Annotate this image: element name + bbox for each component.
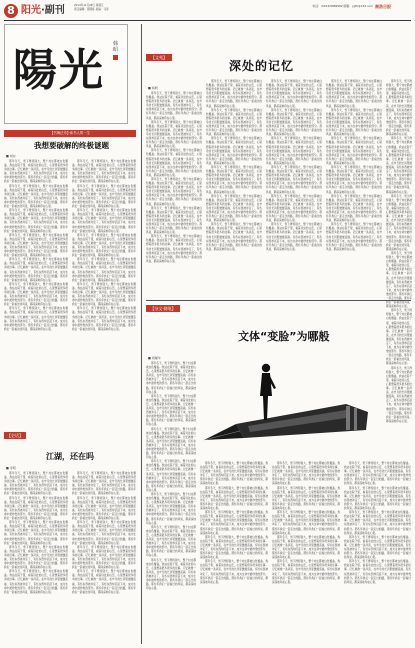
page-number: 8	[7, 4, 15, 17]
face-col-2: 那年冬天，雪下得特别大，整个村庄都被白色覆盖。我站在院子里，看着远处的山峦，心里想着很多很多的往事。记忆就像一条河流，在岁月的长河里缓缓流淌，有些东西被冲走了，有些东西却沉淀下来，成为生命中最珍贵的部分。那些年我们一起走过的路，那些年我们一起看过的风景，都深深地印在心里。 那年冬天，雪下得特别大，整个村庄都被白色覆盖。我站在院子里，看着远处的山峦，心里想着很多很多的往事。记忆就像一条河流，在岁月的长河里缓缓流淌，有些东西被冲走了，有些东西却沉淀下来，成为生命中最珍贵的部分。那些年我们一起走过的路，那些年我们一起看过的风景，都深深地印在心里。 那年冬天，雪下得特别大，整个村庄都被白色覆盖。我站在院子里，看着远处的山峦，心里想着很多很多的往事。记忆就像一条河流，在岁月的长河里缓缓流淌，有些东西被冲走了，有些东西却沉淀下来，成为生命中最珍贵的部分。那些年我们一起走过的路，那些年我们一起看过的风景，都深深地印在心里。 那年冬天，雪下得特别大，整个村庄都被白色覆盖。我站在院子里，看着远处的山峦，心里想着很多很多的往事。记忆就像一条河流，在岁月的长河里缓缓流淌，有些东西被冲走了，有些东西却沉淀下来，成为生命中最珍贵的部分。那些年我们一起走过的路，那些年我们一起看过的风景，都深深地印在心里。 那年冬天，雪下得特别大，整个村庄都被白色覆盖。我站在院子里，看着远处的山峦，心里想着很多很多的往事。记忆就像一条河流，在岁月的长河里缓缓流淌，有些东西被冲走了，有些东西却沉淀下来，成为生命中最珍贵的部分。那些年我们一起走过的路，那些年我们一起看过的风景，都深深地印在心里。	[200, 462, 268, 584]
crack-col-1: 那年冬天，雪下得特别大，整个村庄都被白色覆盖。我站在院子里，看着远处的山峦，心里想着很多很多的往事。记忆就像一条河流，在岁月的长河里缓缓流淌，有些东西被冲走了，有些东西却沉淀下来，成为生命中最珍贵的部分。那些年我们一起走过的路，那些年我们一起看过的风景，都深深地印在心里。 那年冬天，雪下得特别大，整个村庄都被白色覆盖。我站在院子里，看着远处的山峦，心里想着很多很多的往事。记忆就像一条河流，在岁月的长河里缓缓流淌，有些东西被冲走了，有些东西却沉淀下来，成为生命中最珍贵的部分。那些年我们一起走过的路，那些年我们一起看过的风景，都深深地印在心里。 那年冬天，雪下得特别大，整个村庄都被白色覆盖。我站在院子里，看着远处的山峦，心里想着很多很多的往事。记忆就像一条河流，在岁月的长河里缓缓流淌，有些东西被冲走了，有些东西却沉淀下来，成为生命中最珍贵的部分。那些年我们一起走过的路，那些年我们一起看过的风景，都深深地印在心里。 那年冬天，雪下得特别大，整个村庄都被白色覆盖。我站在院子里，看着远处的山峦，心里想着很多很多的往事。记忆就像一条河流，在岁月的长河里缓缓流淌，有些东西被冲走了，有些东西却沉淀下来，成为生命中最珍贵的部分。那些年我们一起走过的路，那些年我们一起看过的风景，都深深地印在心里。 那年冬天，雪下得特别大，整个村庄都被白色覆盖。我站在院子里，看着远处的山峦，心里想着很多很多的往事。记忆就像一条河流，在岁月的长河里缓缓流淌，有些东西被冲走了，有些东西却沉淀下来，成为生命中最珍贵的部分。那些年我们一起走过的路，那些年我们一起看过的风景，都深深地印在心里。 那年冬天，雪下得特别大，整个村庄都被白色覆盖。我站在院子里，看着远处的山峦，心里想着很多很多的往事。记忆就像一条河流，在岁月的长河里缓缓流淌，有些东西被冲走了，有些东西却沉淀下来，成为生命中最珍贵的部分。那些年我们一起走过的路，那些年我们一起看过的风景，都深深地印在心里。 那年冬天，雪下得特别大，整个村庄都被白色覆盖。我站在院子里，看着远处的山峦，心里想着很多很多的往事。记忆就像一条河流，在岁月的长河里缓缓流淌，有些东西被冲走了，有些东西却沉淀下来，成为生命中最珍贵的部分。那些年我们一起走过的路，那些年我们一起看过的风景，都深深地印在心里。	[4, 160, 68, 331]
pen-nib-icon	[196, 354, 376, 458]
face-col-4: 那年冬天，雪下得特别大，整个村庄都被白色覆盖。我站在院子里，看着远处的山峦，心里想着很多很多的往事。记忆就像一条河流，在岁月的长河里缓缓流淌，有些东西被冲走了，有些东西却沉淀下来，成为生命中最珍贵的部分。那些年我们一起走过的路，那些年我们一起看过的风景，都深深地印在心里。 那年冬天，雪下得特别大，整个村庄都被白色覆盖。我站在院子里，看着远处的山峦，心里想着很多很多的往事。记忆就像一条河流，在岁月的长河里缓缓流淌，有些东西被冲走了，有些东西却沉淀下来，成为生命中最珍贵的部分。那些年我们一起走过的路，那些年我们一起看过的风景，都深深地印在心里。 那年冬天，雪下得特别大，整个村庄都被白色覆盖。我站在院子里，看着远处的山峦，心里想着很多很多的往事。记忆就像一条河流，在岁月的长河里缓缓流淌，有些东西被冲走了，有些东西却沉淀下来，成为生命中最珍贵的部分。那些年我们一起走过的路，那些年我们一起看过的风景，都深深地印在心里。 那年冬天，雪下得特别大，整个村庄都被白色覆盖。我站在院子里，看着远处的山峦，心里想着很多很多的往事。记忆就像一条河流，在岁月的长河里缓缓流淌，有些东西被冲走了，有些东西却沉淀下来，成为生命中最珍贵的部分。那些年我们一起走过的路，那些年我们一起看过的风景，都深深地印在心里。 那年冬天，雪下得特别大，整个村庄都被白色覆盖。我站在院子里，看着远处的山峦，心里想着很多很多的往事。记忆就像一条河流，在岁月的长河里缓缓流淌，有些东西被冲走了，有些东西却沉淀下来，成为生命中最珍贵的部分。那些年我们一起走过的路，那些年我们一起看过的风景，都深深地印在心里。	[344, 462, 411, 584]
tag-right-mid: 【杂文·随笔】	[146, 305, 180, 312]
pen-illustration	[196, 354, 376, 458]
contact-line: 电话：(0914)6889962 邮箱：ygfk@163.com	[312, 4, 373, 8]
face-col-3: 那年冬天，雪下得特别大，整个村庄都被白色覆盖。我站在院子里，看着远处的山峦，心里想着很多很多的往事。记忆就像一条河流，在岁月的长河里缓缓流淌，有些东西被冲走了，有些东西却沉淀下来，成为生命中最珍贵的部分。那些年我们一起走过的路，那些年我们一起看过的风景，都深深地印在心里。 那年冬天，雪下得特别大，整个村庄都被白色覆盖。我站在院子里，看着远处的山峦，心里想着很多很多的往事。记忆就像一条河流，在岁月的长河里缓缓流淌，有些东西被冲走了，有些东西却沉淀下来，成为生命中最珍贵的部分。那些年我们一起走过的路，那些年我们一起看过的风景，都深深地印在心里。 那年冬天，雪下得特别大，整个村庄都被白色覆盖。我站在院子里，看着远处的山峦，心里想着很多很多的往事。记忆就像一条河流，在岁月的长河里缓缓流淌，有些东西被冲走了，有些东西却沉淀下来，成为生命中最珍贵的部分。那些年我们一起走过的路，那些年我们一起看过的风景，都深深地印在心里。 那年冬天，雪下得特别大，整个村庄都被白色覆盖。我站在院子里，看着远处的山峦，心里想着很多很多的往事。记忆就像一条河流，在岁月的长河里缓缓流淌，有些东西被冲走了，有些东西却沉淀下来，成为生命中最珍贵的部分。那些年我们一起走过的路，那些年我们一起看过的风景，都深深地印在心里。 那年冬天，雪下得特别大，整个村庄都被白色覆盖。我站在院子里，看着远处的山峦，心里想着很多很多的往事。记忆就像一条河流，在岁月的长河里缓缓流淌，有些东西被冲走了，有些东西却沉淀下来，成为生命中最珍贵的部分。那些年我们一起走过的路，那些年我们一起看过的风景，都深深地印在心里。	[272, 462, 340, 584]
face-col-1: 那年冬天，雪下得特别大，整个村庄都被白色覆盖。我站在院子里，看着远处的山峦，心里想着很多很多的往事。记忆就像一条河流，在岁月的长河里缓缓流淌，有些东西被冲走了，有些东西却沉淀下来，成为生命中最珍贵的部分。那些年我们一起走过的路，那些年我们一起看过的风景，都深深地印在心里。 那年冬天，雪下得特别大，整个村庄都被白色覆盖。我站在院子里，看着远处的山峦，心里想着很多很多的往事。记忆就像一条河流，在岁月的长河里缓缓流淌，有些东西被冲走了，有些东西却沉淀下来，成为生命中最珍贵的部分。那些年我们一起走过的路，那些年我们一起看过的风景，都深深地印在心里。 那年冬天，雪下得特别大，整个村庄都被白色覆盖。我站在院子里，看着远处的山峦，心里想着很多很多的往事。记忆就像一条河流，在岁月的长河里缓缓流淌，有些东西被冲走了，有些东西却沉淀下来，成为生命中最珍贵的部分。那些年我们一起走过的路，那些年我们一起看过的风景，都深深地印在心里。 那年冬天，雪下得特别大，整个村庄都被白色覆盖。我站在院子里，看着远处的山峦，心里想着很多很多的往事。记忆就像一条河流，在岁月的长河里缓缓流淌，有些东西被冲走了，有些东西却沉淀下来，成为生命中最珍贵的部分。那些年我们一起走过的路，那些年我们一起看过的风景，都深深地印在心里。 那年冬天，雪下得特别大，整个村庄都被白色覆盖。我站在院子里，看着远处的山峦，心里想着很多很多的往事。记忆就像一条河流，在岁月的长河里缓缓流淌，有些东西被冲走了，有些东西却沉淀下来，成为生命中最珍贵的部分。那些年我们一起走过的路，那些年我们一起看过的风景，都深深地印在心里。 那年冬天，雪下得特别大，整个村庄都被白色覆盖。我站在院子里，看着远处的山峦，心里想着很多很多的往事。记忆就像一条河流，在岁月的长河里缓缓流淌，有些东西被冲走了，有些东西却沉淀下来，成为生命中最珍贵的部分。那些年我们一起走过的路，那些年我们一起看过的风景，都深深地印在心里。 那年冬天，雪下得特别大，整个村庄都被白色覆盖。我站在院子里，看着远处的山峦，心里想着很多很多的往事。记忆就像一条河流，在岁月的长河里缓缓流淌，有些东西被冲走了，有些东西却沉淀下来，成为生命中最珍贵的部分。那些年我们一起走过的路，那些年我们一起看过的风景，都深深地印在心里。	[146, 362, 196, 591]
memory-col-5: 那年冬天，雪下得特别大，整个村庄都被白色覆盖。我站在院子里，看着远处的山峦，心里想着很多很多的往事。记忆就像一条河流，在岁月的长河里缓缓流淌，有些东西被冲走了，有些东西却沉淀下来，成为生命中最珍贵的部分。那些年我们一起走过的路，那些年我们一起看过的风景，都深深地印在心里。 那年冬天，雪下得特别大，整个村庄都被白色覆盖。我站在院子里，看着远处的山峦，心里想着很多很多的往事。记忆就像一条河流，在岁月的长河里缓缓流淌，有些东西被冲走了，有些东西却沉淀下来，成为生命中最珍贵的部分。那些年我们一起走过的路，那些年我们一起看过的风景，都深深地印在心里。 那年冬天，雪下得特别大，整个村庄都被白色覆盖。我站在院子里，看着远处的山峦，心里想着很多很多的往事。记忆就像一条河流，在岁月的长河里缓缓流淌，有些东西被冲走了，有些东西却沉淀下来，成为生命中最珍贵的部分。那些年我们一起走过的路，那些年我们一起看过的风景，都深深地印在心里。 那年冬天，雪下得特别大，整个村庄都被白色覆盖。我站在院子里，看着远处的山峦，心里想着很多很多的往事。记忆就像一条河流，在岁月的长河里缓缓流淌，有些东西被冲走了，有些东西却沉淀下来，成为生命中最珍贵的部分。那些年我们一起走过的路，那些年我们一起看过的风景，都深深地印在心里。 那年冬天，雪下得特别大，整个村庄都被白色覆盖。我站在院子里，看着远处的山峦，心里想着很多很多的往事。记忆就像一条河流，在岁月的长河里缓缓流淌，有些东西被冲走了，有些东西却沉淀下来，成为生命中最珍贵的部分。那些年我们一起走过的路，那些年我们一起看过的风景，都深深地印在心里。 那年冬天，雪下得特别大，整个村庄都被白色覆盖。我站在院子里，看着远处的山峦，心里想着很多很多的往事。记忆就像一条河流，在岁月的长河里缓缓流淌，有些东西被冲走了，有些东西却沉淀下来，成为生命中最珍贵的部分。那些年我们一起走过的路，那些年我们一起看过的风景，都深深地印在心里。	[386, 80, 412, 423]
signature: 韩昭	[113, 41, 119, 53]
face-title: 文体“变脸”为哪般	[238, 330, 330, 343]
face-author: ■ 胡耀华	[148, 356, 161, 360]
masthead-rule	[4, 20, 411, 21]
newspaper-name: 商洛日报	[375, 4, 391, 9]
jiang-title: 江湖，还在吗	[46, 452, 94, 461]
crack-author: ■ 刘东	[6, 154, 16, 158]
jiang-col-2: 那年冬天，雪下得特别大，整个村庄都被白色覆盖。我站在院子里，看着远处的山峦，心里想着很多很多的往事。记忆就像一条河流，在岁月的长河里缓缓流淌，有些东西被冲走了，有些东西却沉淀下来，成为生命中最珍贵的部分。那些年我们一起走过的路，那些年我们一起看过的风景，都深深地印在心里。 那年冬天，雪下得特别大，整个村庄都被白色覆盖。我站在院子里，看着远处的山峦，心里想着很多很多的往事。记忆就像一条河流，在岁月的长河里缓缓流淌，有些东西被冲走了，有些东西却沉淀下来，成为生命中最珍贵的部分。那些年我们一起走过的路，那些年我们一起看过的风景，都深深地印在心里。 那年冬天，雪下得特别大，整个村庄都被白色覆盖。我站在院子里，看着远处的山峦，心里想着很多很多的往事。记忆就像一条河流，在岁月的长河里缓缓流淌，有些东西被冲走了，有些东西却沉淀下来，成为生命中最珍贵的部分。那些年我们一起走过的路，那些年我们一起看过的风景，都深深地印在心里。 那年冬天，雪下得特别大，整个村庄都被白色覆盖。我站在院子里，看着远处的山峦，心里想着很多很多的往事。记忆就像一条河流，在岁月的长河里缓缓流淌，有些东西被冲走了，有些东西却沉淀下来，成为生命中最珍贵的部分。那些年我们一起走过的路，那些年我们一起看过的风景，都深深地印在心里。 那年冬天，雪下得特别大，整个村庄都被白色覆盖。我站在院子里，看着远处的山峦，心里想着很多很多的往事。记忆就像一条河流，在岁月的长河里缓缓流淌，有些东西被冲走了，有些东西却沉淀下来，成为生命中最珍贵的部分。那些年我们一起走过的路，那些年我们一起看过的风景，都深深地印在心里。	[72, 472, 136, 594]
memory-title: 深处的记忆	[229, 59, 295, 73]
tag-left-bottom: 【史话】	[4, 432, 26, 439]
page-number-badge	[4, 4, 18, 18]
seal-stamp	[113, 55, 118, 60]
memory-author: ■ 杨帆	[148, 86, 158, 90]
editor-line: 责任编辑：郝国栋 美编：马涛	[74, 8, 109, 11]
section-name: 阳光·副刊	[21, 5, 65, 16]
jiang-author: ■ 李明	[6, 466, 16, 470]
section-divider	[146, 300, 411, 301]
date-line: 2014年11月28日 星期五	[74, 4, 104, 7]
column-divider	[141, 24, 142, 644]
jiang-col-1: 那年冬天，雪下得特别大，整个村庄都被白色覆盖。我站在院子里，看着远处的山峦，心里想着很多很多的往事。记忆就像一条河流，在岁月的长河里缓缓流淌，有些东西被冲走了，有些东西却沉淀下来，成为生命中最珍贵的部分。那些年我们一起走过的路，那些年我们一起看过的风景，都深深地印在心里。 那年冬天，雪下得特别大，整个村庄都被白色覆盖。我站在院子里，看着远处的山峦，心里想着很多很多的往事。记忆就像一条河流，在岁月的长河里缓缓流淌，有些东西被冲走了，有些东西却沉淀下来，成为生命中最珍贵的部分。那些年我们一起走过的路，那些年我们一起看过的风景，都深深地印在心里。 那年冬天，雪下得特别大，整个村庄都被白色覆盖。我站在院子里，看着远处的山峦，心里想着很多很多的往事。记忆就像一条河流，在岁月的长河里缓缓流淌，有些东西被冲走了，有些东西却沉淀下来，成为生命中最珍贵的部分。那些年我们一起走过的路，那些年我们一起看过的风景，都深深地印在心里。 那年冬天，雪下得特别大，整个村庄都被白色覆盖。我站在院子里，看着远处的山峦，心里想着很多很多的往事。记忆就像一条河流，在岁月的长河里缓缓流淌，有些东西被冲走了，有些东西却沉淀下来，成为生命中最珍贵的部分。那些年我们一起走过的路，那些年我们一起看过的风景，都深深地印在心里。 那年冬天，雪下得特别大，整个村庄都被白色覆盖。我站在院子里，看着远处的山峦，心里想着很多很多的往事。记忆就像一条河流，在岁月的长河里缓缓流淌，有些东西被冲走了，有些东西却沉淀下来，成为生命中最珍贵的部分。那些年我们一起走过的路，那些年我们一起看过的风景，都深深地印在心里。	[4, 472, 68, 594]
memory-col-1: 那年冬天，雪下得特别大，整个村庄都被白色覆盖。我站在院子里，看着远处的山峦，心里想着很多很多的往事。记忆就像一条河流，在岁月的长河里缓缓流淌，有些东西被冲走了，有些东西却沉淀下来，成为生命中最珍贵的部分。那些年我们一起走过的路，那些年我们一起看过的风景，都深深地印在心里。 那年冬天，雪下得特别大，整个村庄都被白色覆盖。我站在院子里，看着远处的山峦，心里想着很多很多的往事。记忆就像一条河流，在岁月的长河里缓缓流淌，有些东西被冲走了，有些东西却沉淀下来，成为生命中最珍贵的部分。那些年我们一起走过的路，那些年我们一起看过的风景，都深深地印在心里。 那年冬天，雪下得特别大，整个村庄都被白色覆盖。我站在院子里，看着远处的山峦，心里想着很多很多的往事。记忆就像一条河流，在岁月的长河里缓缓流淌，有些东西被冲走了，有些东西却沉淀下来，成为生命中最珍贵的部分。那些年我们一起走过的路，那些年我们一起看过的风景，都深深地印在心里。 那年冬天，雪下得特别大，整个村庄都被白色覆盖。我站在院子里，看着远处的山峦，心里想着很多很多的往事。记忆就像一条河流，在岁月的长河里缓缓流淌，有些东西被冲走了，有些东西却沉淀下来，成为生命中最珍贵的部分。那些年我们一起走过的路，那些年我们一起看过的风景，都深深地印在心里。 那年冬天，雪下得特别大，整个村庄都被白色覆盖。我站在院子里，看着远处的山峦，心里想着很多很多的往事。记忆就像一条河流，在岁月的长河里缓缓流淌，有些东西被冲走了，有些东西却沉淀下来，成为生命中最珍贵的部分。那些年我们一起走过的路，那些年我们一起看过的风景，都深深地印在心里。 那年冬天，雪下得特别大，整个村庄都被白色覆盖。我站在院子里，看着远处的山峦，心里想着很多很多的往事。记忆就像一条河流，在岁月的长河里缓缓流淌，有些东西被冲走了，有些东西却沉淀下来，成为生命中最珍贵的部分。那些年我们一起走过的路，那些年我们一起看过的风景，都深深地印在心里。	[146, 92, 202, 263]
calligraphy-logo	[4, 24, 128, 124]
calligraphy-text: 陽光	[13, 45, 105, 96]
memory-col-2: 那年冬天，雪下得特别大，整个村庄都被白色覆盖。我站在院子里，看着远处的山峦，心里想着很多很多的往事。记忆就像一条河流，在岁月的长河里缓缓流淌，有些东西被冲走了，有些东西却沉淀下来，成为生命中最珍贵的部分。那些年我们一起走过的路，那些年我们一起看过的风景，都深深地印在心里。 那年冬天，雪下得特别大，整个村庄都被白色覆盖。我站在院子里，看着远处的山峦，心里想着很多很多的往事。记忆就像一条河流，在岁月的长河里缓缓流淌，有些东西被冲走了，有些东西却沉淀下来，成为生命中最珍贵的部分。那些年我们一起走过的路，那些年我们一起看过的风景，都深深地印在心里。 那年冬天，雪下得特别大，整个村庄都被白色覆盖。我站在院子里，看着远处的山峦，心里想着很多很多的往事。记忆就像一条河流，在岁月的长河里缓缓流淌，有些东西被冲走了，有些东西却沉淀下来，成为生命中最珍贵的部分。那些年我们一起走过的路，那些年我们一起看过的风景，都深深地印在心里。 那年冬天，雪下得特别大，整个村庄都被白色覆盖。我站在院子里，看着远处的山峦，心里想着很多很多的往事。记忆就像一条河流，在岁月的长河里缓缓流淌，有些东西被冲走了，有些东西却沉淀下来，成为生命中最珍贵的部分。那些年我们一起走过的路，那些年我们一起看过的风景，都深深地印在心里。 那年冬天，雪下得特别大，整个村庄都被白色覆盖。我站在院子里，看着远处的山峦，心里想着很多很多的往事。记忆就像一条河流，在岁月的长河里缓缓流淌，有些东西被冲走了，有些东西却沉淀下来，成为生命中最珍贵的部分。那些年我们一起走过的路，那些年我们一起看过的风景，都深深地印在心里。 那年冬天，雪下得特别大，整个村庄都被白色覆盖。我站在院子里，看着远处的山峦，心里想着很多很多的往事。记忆就像一条河流，在岁月的长河里缓缓流淌，有些东西被冲走了，有些东西却沉淀下来，成为生命中最珍贵的部分。那些年我们一起走过的路，那些年我们一起看过的风景，都深深地印在心里。	[206, 80, 262, 251]
crack-col-2: 那年冬天，雪下得特别大，整个村庄都被白色覆盖。我站在院子里，看着远处的山峦，心里想着很多很多的往事。记忆就像一条河流，在岁月的长河里缓缓流淌，有些东西被冲走了，有些东西却沉淀下来，成为生命中最珍贵的部分。那些年我们一起走过的路，那些年我们一起看过的风景，都深深地印在心里。 那年冬天，雪下得特别大，整个村庄都被白色覆盖。我站在院子里，看着远处的山峦，心里想着很多很多的往事。记忆就像一条河流，在岁月的长河里缓缓流淌，有些东西被冲走了，有些东西却沉淀下来，成为生命中最珍贵的部分。那些年我们一起走过的路，那些年我们一起看过的风景，都深深地印在心里。 那年冬天，雪下得特别大，整个村庄都被白色覆盖。我站在院子里，看着远处的山峦，心里想着很多很多的往事。记忆就像一条河流，在岁月的长河里缓缓流淌，有些东西被冲走了，有些东西却沉淀下来，成为生命中最珍贵的部分。那些年我们一起走过的路，那些年我们一起看过的风景，都深深地印在心里。 那年冬天，雪下得特别大，整个村庄都被白色覆盖。我站在院子里，看着远处的山峦，心里想着很多很多的往事。记忆就像一条河流，在岁月的长河里缓缓流淌，有些东西被冲走了，有些东西却沉淀下来，成为生命中最珍贵的部分。那些年我们一起走过的路，那些年我们一起看过的风景，都深深地印在心里。 那年冬天，雪下得特别大，整个村庄都被白色覆盖。我站在院子里，看着远处的山峦，心里想着很多很多的往事。记忆就像一条河流，在岁月的长河里缓缓流淌，有些东西被冲走了，有些东西却沉淀下来，成为生命中最珍贵的部分。那些年我们一起走过的路，那些年我们一起看过的风景，都深深地印在心里。 那年冬天，雪下得特别大，整个村庄都被白色覆盖。我站在院子里，看着远处的山峦，心里想着很多很多的往事。记忆就像一条河流，在岁月的长河里缓缓流淌，有些东西被冲走了，有些东西却沉淀下来，成为生命中最珍贵的部分。那些年我们一起走过的路，那些年我们一起看过的风景，都深深地印在心里。 那年冬天，雪下得特别大，整个村庄都被白色覆盖。我站在院子里，看着远处的山峦，心里想着很多很多的往事。记忆就像一条河流，在岁月的长河里缓缓流淌，有些东西被冲走了，有些东西却沉淀下来，成为生命中最珍贵的部分。那些年我们一起走过的路，那些年我们一起看过的风景，都深深地印在心里。	[72, 160, 136, 331]
crack-title: 我想要破解的终极谜题	[34, 141, 109, 150]
memory-col-3: 那年冬天，雪下得特别大，整个村庄都被白色覆盖。我站在院子里，看着远处的山峦，心里想着很多很多的往事。记忆就像一条河流，在岁月的长河里缓缓流淌，有些东西被冲走了，有些东西却沉淀下来，成为生命中最珍贵的部分。那些年我们一起走过的路，那些年我们一起看过的风景，都深深地印在心里。 那年冬天，雪下得特别大，整个村庄都被白色覆盖。我站在院子里，看着远处的山峦，心里想着很多很多的往事。记忆就像一条河流，在岁月的长河里缓缓流淌，有些东西被冲走了，有些东西却沉淀下来，成为生命中最珍贵的部分。那些年我们一起走过的路，那些年我们一起看过的风景，都深深地印在心里。 那年冬天，雪下得特别大，整个村庄都被白色覆盖。我站在院子里，看着远处的山峦，心里想着很多很多的往事。记忆就像一条河流，在岁月的长河里缓缓流淌，有些东西被冲走了，有些东西却沉淀下来，成为生命中最珍贵的部分。那些年我们一起走过的路，那些年我们一起看过的风景，都深深地印在心里。 那年冬天，雪下得特别大，整个村庄都被白色覆盖。我站在院子里，看着远处的山峦，心里想着很多很多的往事。记忆就像一条河流，在岁月的长河里缓缓流淌，有些东西被冲走了，有些东西却沉淀下来，成为生命中最珍贵的部分。那些年我们一起走过的路，那些年我们一起看过的风景，都深深地印在心里。 那年冬天，雪下得特别大，整个村庄都被白色覆盖。我站在院子里，看着远处的山峦，心里想着很多很多的往事。记忆就像一条河流，在岁月的长河里缓缓流淌，有些东西被冲走了，有些东西却沉淀下来，成为生命中最珍贵的部分。那些年我们一起走过的路，那些年我们一起看过的风景，都深深地印在心里。 那年冬天，雪下得特别大，整个村庄都被白色覆盖。我站在院子里，看着远处的山峦，心里想着很多很多的往事。记忆就像一条河流，在岁月的长河里缓缓流淌，有些东西被冲走了，有些东西却沉淀下来，成为生命中最珍贵的部分。那些年我们一起走过的路，那些年我们一起看过的风景，都深深地印在心里。	[266, 80, 322, 251]
memory-col-4: 那年冬天，雪下得特别大，整个村庄都被白色覆盖。我站在院子里，看着远处的山峦，心里想着很多很多的往事。记忆就像一条河流，在岁月的长河里缓缓流淌，有些东西被冲走了，有些东西却沉淀下来，成为生命中最珍贵的部分。那些年我们一起走过的路，那些年我们一起看过的风景，都深深地印在心里。 那年冬天，雪下得特别大，整个村庄都被白色覆盖。我站在院子里，看着远处的山峦，心里想着很多很多的往事。记忆就像一条河流，在岁月的长河里缓缓流淌，有些东西被冲走了，有些东西却沉淀下来，成为生命中最珍贵的部分。那些年我们一起走过的路，那些年我们一起看过的风景，都深深地印在心里。 那年冬天，雪下得特别大，整个村庄都被白色覆盖。我站在院子里，看着远处的山峦，心里想着很多很多的往事。记忆就像一条河流，在岁月的长河里缓缓流淌，有些东西被冲走了，有些东西却沉淀下来，成为生命中最珍贵的部分。那些年我们一起走过的路，那些年我们一起看过的风景，都深深地印在心里。 那年冬天，雪下得特别大，整个村庄都被白色覆盖。我站在院子里，看着远处的山峦，心里想着很多很多的往事。记忆就像一条河流，在岁月的长河里缓缓流淌，有些东西被冲走了，有些东西却沉淀下来，成为生命中最珍贵的部分。那些年我们一起走过的路，那些年我们一起看过的风景，都深深地印在心里。 那年冬天，雪下得特别大，整个村庄都被白色覆盖。我站在院子里，看着远处的山峦，心里想着很多很多的往事。记忆就像一条河流，在岁月的长河里缓缓流淌，有些东西被冲走了，有些东西却沉淀下来，成为生命中最珍贵的部分。那些年我们一起走过的路，那些年我们一起看过的风景，都深深地印在心里。 那年冬天，雪下得特别大，整个村庄都被白色覆盖。我站在院子里，看着远处的山峦，心里想着很多很多的往事。记忆就像一条河流，在岁月的长河里缓缓流淌，有些东西被冲走了，有些东西却沉淀下来，成为生命中最珍贵的部分。那些年我们一起走过的路，那些年我们一起看过的风景，都深深地印在心里。	[326, 80, 382, 251]
tag-left-mid: 【书海泛舟】·读书人的一生	[4, 130, 136, 137]
tag-top-right: 【文苑】	[146, 54, 172, 61]
standing-figure	[260, 364, 276, 420]
